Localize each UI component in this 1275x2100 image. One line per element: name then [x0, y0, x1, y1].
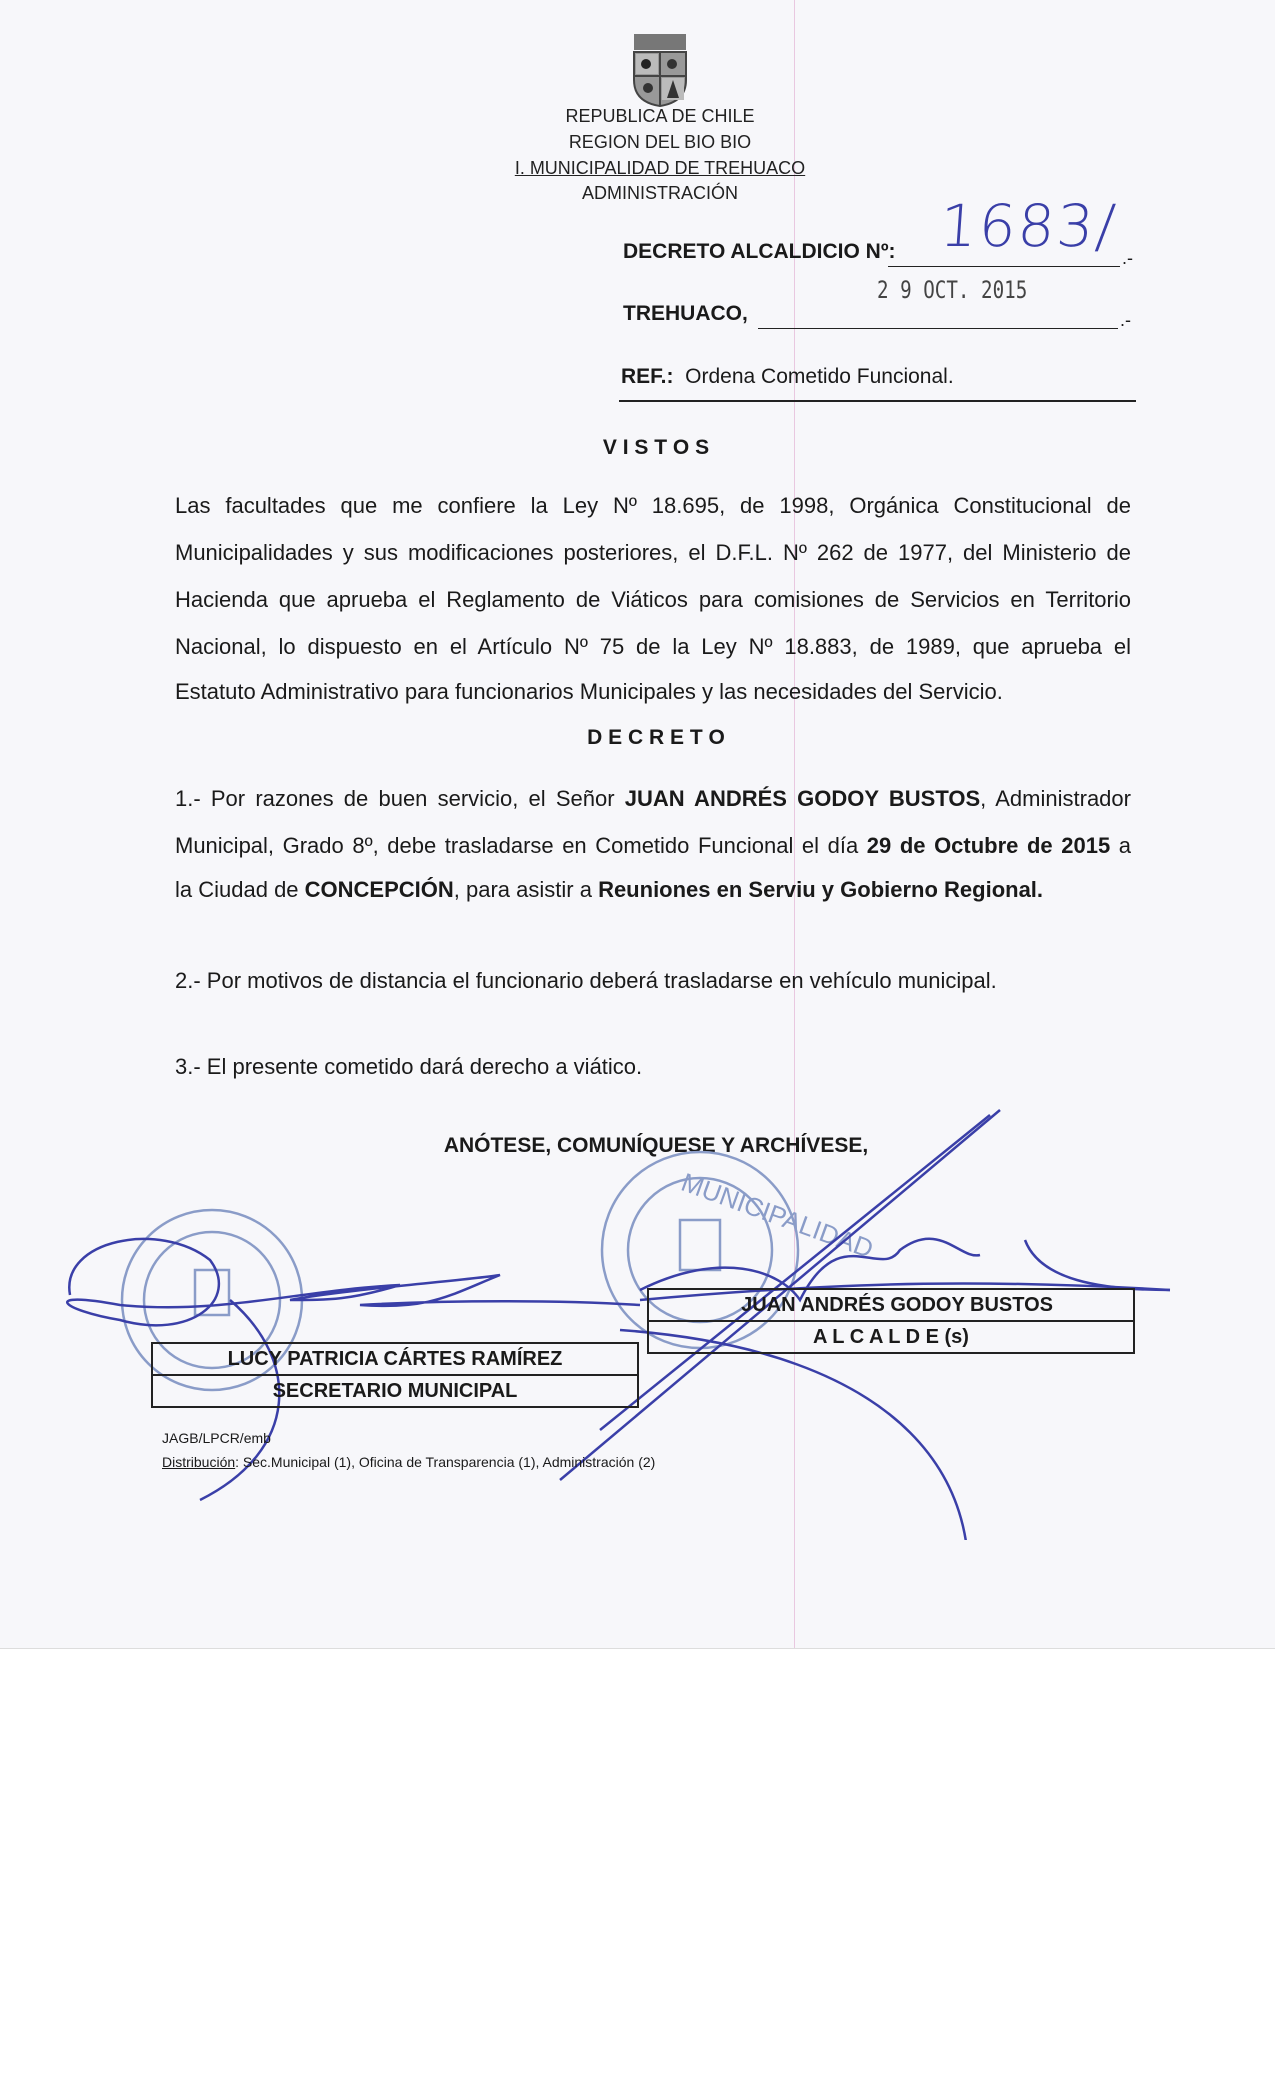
ref-text: Ordena Cometido Funcional.	[685, 365, 954, 388]
vistos-line: Estatuto Administrativo para funcionarios Municipales y las necesidades del Servicio.	[175, 679, 1003, 704]
item1-line3: la Ciudad de CONCEPCIÓN, para asistir a Reuniones en Serviu y Gobierno Regional.	[175, 877, 1044, 902]
distribution: Distribución: Sec.Municipal (1), Oficina de Transparencia (1), Administración (2)	[162, 1454, 656, 1470]
place-label: TREHUACO,	[623, 302, 748, 325]
decree-number-label: DECRETO ALCALDICIO Nº:	[623, 240, 896, 263]
item3: 3.- El presente cometido dará derecho a viático.	[175, 1054, 643, 1079]
header-region: REGION DEL BIO BIO	[568, 132, 752, 152]
date-stamp: 2 9 OCT. 2015	[877, 276, 1028, 304]
header-municipality: I. MUNICIPALIDAD DE TREHUACO	[514, 158, 806, 178]
header-country: REPUBLICA DE CHILE	[565, 106, 755, 126]
item2: 2.- Por motivos de distancia el funcionario deberá trasladarse en vehículo municipal.	[175, 968, 997, 993]
header-department: ADMINISTRACIÓN	[581, 183, 738, 203]
vistos-line: Municipalidades y sus modificaciones posteriores, el D.F.L. Nº 262 de 1977, del Ministerio de	[175, 540, 1131, 565]
vistos-line: Hacienda que aprueba el Reglamento de Viáticos para comisiones de Servicios en Territorio	[175, 587, 1131, 612]
coat-of-arms-logo	[628, 32, 692, 108]
ref-label: REF.:	[621, 365, 674, 388]
item1-line1: 1.- Por razones de buen servicio, el Señor JUAN ANDRÉS GODOY BUSTOS, Administrador	[175, 786, 1131, 811]
secretary-title: SECRETARIO MUNICIPAL	[272, 1380, 518, 1402]
suffix: .-	[1120, 310, 1131, 330]
vistos-heading: V I S T O S	[602, 436, 710, 459]
suffix: .-	[1122, 248, 1133, 268]
handwritten-decree-number: 1683/	[937, 192, 1120, 260]
svg-text:MUNICIPALIDAD: MUNICIPALIDAD	[677, 1166, 878, 1264]
initials: JAGB/LPCR/emb	[162, 1430, 271, 1446]
vistos-line: Nacional, lo dispuesto en el Artículo Nº 75 de la Ley Nº 18.883, de 1989, que aprueba el	[175, 634, 1131, 659]
mayor-signature-box	[647, 1288, 1135, 1354]
closing-formula: ANÓTESE, COMUNÍQUESE Y ARCHÍVESE,	[443, 1134, 869, 1157]
mayor-title: A L C A L D E (s)	[813, 1326, 969, 1348]
item1-line2: Municipal, Grado 8º, debe trasladarse en Cometido Funcional el día 29 de Octubre de 2015 a	[175, 833, 1131, 858]
secretary-signature-box	[151, 1342, 639, 1408]
decreto-heading: D E C R E T O	[587, 726, 725, 749]
vistos-line: Las facultades que me confiere la Ley Nº 18.695, de 1998, Orgánica Constitucional de	[175, 493, 1131, 518]
reference	[621, 365, 954, 389]
secretary-name: LUCY PATRICIA CÁRTES RAMÍREZ	[153, 1344, 637, 1376]
mayor-name: JUAN ANDRÉS GODOY BUSTOS	[649, 1290, 1133, 1322]
